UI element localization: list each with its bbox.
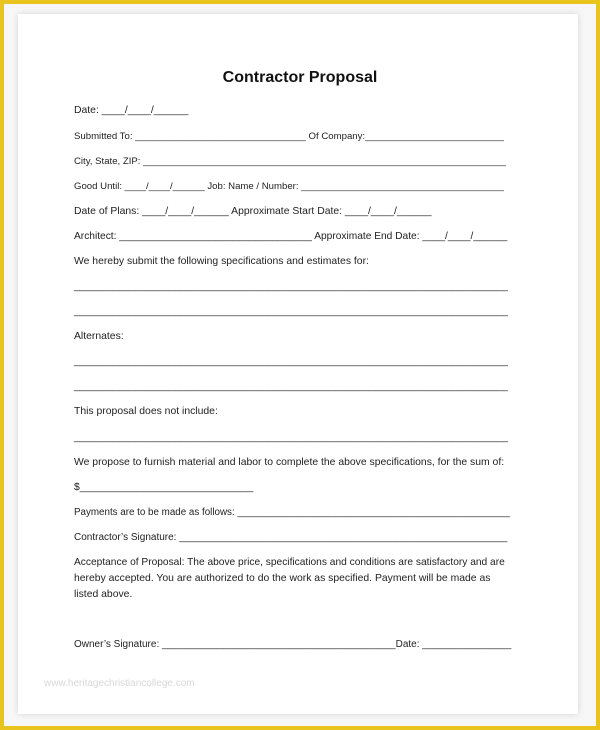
document-title: Contractor Proposal (222, 69, 378, 86)
sum-amount-field: $______________________________ (74, 482, 254, 493)
alternates-line-1: ______________________________________________________________________________ (74, 356, 508, 367)
alternates-heading: Alternates: (74, 331, 124, 342)
exclusions-line: ______________________________________________________________________________ (74, 432, 508, 443)
exclusions-heading: This proposal does not include: (74, 406, 218, 417)
city-state-zip-field: City, State, ZIP: ____________________________________________________________________ (74, 156, 506, 167)
date-field: Date: ____/____/______ (74, 105, 189, 116)
alternates-line-2: ______________________________________________________________________________ (74, 381, 508, 392)
acceptance-text-line-2: hereby accepted. You are authorized to do the work as specified. Payment will be made as (74, 573, 491, 584)
watermark-text: www.heritagechristiancollege.com (44, 678, 195, 689)
owner-signature-field: Owner’s Signature: __________________________________________Date: ________________ (74, 639, 512, 650)
specifications-line-1: ______________________________________________________________________________ (74, 281, 508, 292)
sum-statement: We propose to furnish material and labor to complete the above specifications, for the sum of: (74, 457, 505, 468)
specifications-heading: We hereby submit the following specifications and estimates for: (74, 256, 369, 267)
architect-field: Architect: __________________________________ Approximate End Date: ____/____/______ (74, 231, 508, 242)
acceptance-text-line-3: listed above. (74, 589, 133, 600)
submitted-to-field: Submitted To: ________________________________ Of Company:__________________________ (74, 131, 504, 142)
acceptance-text-line-1: Acceptance of Proposal: The above price, specifications and conditions are satisfactory and are (74, 557, 505, 568)
payments-field: Payments are to be made as follows: __________________________________________________ (74, 507, 510, 518)
specifications-line-2: ______________________________________________________________________________ (74, 306, 508, 317)
good-until-job-field: Good Until: ____/____/______ Job: Name / Number: ______________________________________ (74, 181, 504, 192)
date-of-plans-field: Date of Plans: ____/____/______ Approximate Start Date: ____/____/______ (74, 206, 432, 217)
contractor-signature-field: Contractor’s Signature: ___________________________________________________________ (74, 532, 508, 543)
